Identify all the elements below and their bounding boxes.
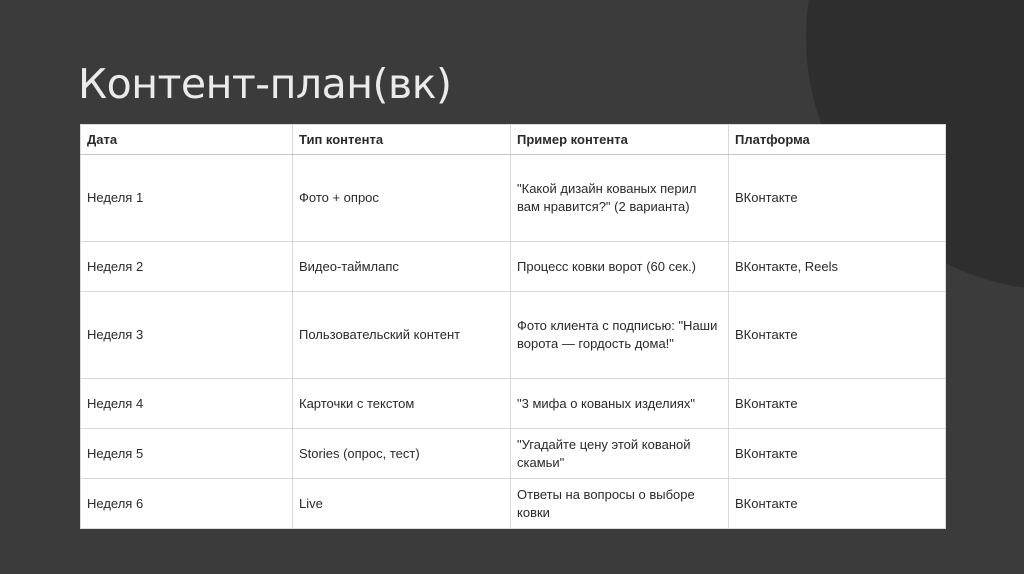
table-row <box>81 292 946 379</box>
cell-platform: ВКонтакте <box>729 429 946 479</box>
table-row <box>81 429 946 479</box>
cell-date: Неделя 5 <box>81 429 293 479</box>
cell-date: Неделя 4 <box>81 379 293 429</box>
table-row <box>81 155 946 242</box>
cell-platform: ВКонтакте <box>729 479 946 529</box>
cell-content-example: Ответы на вопросы о выборе ковки <box>511 479 729 529</box>
cell-content-type: Карточки с текстом <box>293 379 511 429</box>
cell-date: Неделя 1 <box>81 155 293 242</box>
cell-content-example: Процесс ковки ворот (60 сек.) <box>511 242 729 292</box>
table-row <box>81 242 946 292</box>
cell-content-type: Live <box>293 479 511 529</box>
table-row <box>81 479 946 529</box>
cell-content-type: Пользовательский контент <box>293 292 511 379</box>
cell-content-type: Видео-таймлапс <box>293 242 511 292</box>
header-date: Дата <box>81 125 293 155</box>
cell-platform: ВКонтакте, Reels <box>729 242 946 292</box>
cell-date: Неделя 6 <box>81 479 293 529</box>
table-row <box>81 379 946 429</box>
header-content-type: Тип контента <box>293 125 511 155</box>
cell-content-example: "3 мифа о кованых изделиях" <box>511 379 729 429</box>
table-header-row <box>81 125 946 155</box>
cell-content-type: Фото + опрос <box>293 155 511 242</box>
content-plan-table <box>80 124 946 529</box>
cell-content-type: Stories (опрос, тест) <box>293 429 511 479</box>
cell-content-example: "Какой дизайн кованых перил вам нравится?" (2 варианта) <box>511 155 729 242</box>
header-content-example: Пример контента <box>511 125 729 155</box>
cell-platform: ВКонтакте <box>729 379 946 429</box>
cell-date: Неделя 2 <box>81 242 293 292</box>
header-platform: Платформа <box>729 125 946 155</box>
cell-platform: ВКонтакте <box>729 292 946 379</box>
cell-platform: ВКонтакте <box>729 155 946 242</box>
cell-content-example: "Угадайте цену этой кованой скамьи" <box>511 429 729 479</box>
slide-title: Контент-план(вк) <box>78 60 452 108</box>
cell-content-example: Фото клиента с подписью: "Наши ворота — гордость дома!" <box>511 292 729 379</box>
cell-date: Неделя 3 <box>81 292 293 379</box>
